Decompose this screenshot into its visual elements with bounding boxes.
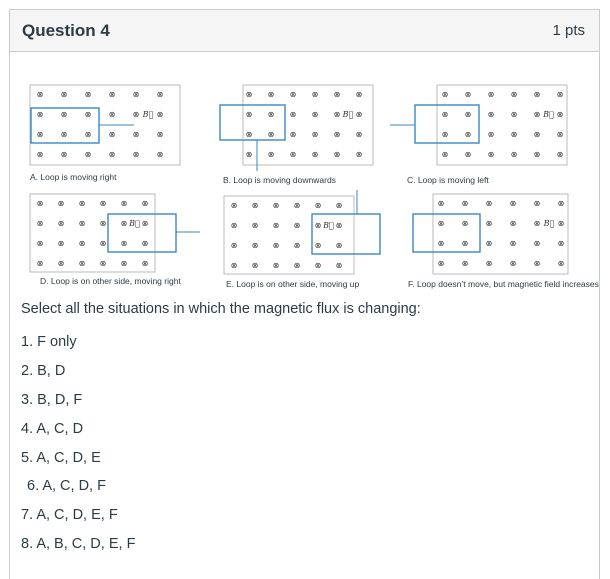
field-into-page-icon: ⊗ bbox=[289, 110, 297, 119]
loop bbox=[413, 214, 480, 252]
answer-option-5[interactable]: 5. A, C, D, E bbox=[21, 450, 101, 466]
field-into-page-icon: ⊗ bbox=[355, 130, 363, 139]
field-into-page-icon: ⊗ bbox=[487, 90, 495, 99]
question-points: 1 pts bbox=[552, 22, 585, 39]
field-into-page-icon: ⊗ bbox=[557, 219, 565, 228]
field-into-page-icon: ⊗ bbox=[132, 130, 140, 139]
panel-a bbox=[30, 85, 190, 182]
question-header bbox=[10, 10, 599, 52]
field-into-page-icon: ⊗ bbox=[156, 110, 164, 119]
field-into-page-icon: ⊗ bbox=[510, 150, 518, 159]
field-into-page-icon: ⊗ bbox=[57, 219, 65, 228]
field-into-page-icon: ⊗ bbox=[230, 201, 238, 210]
field-into-page-icon: ⊗ bbox=[485, 199, 493, 208]
field-into-page-icon: ⊗ bbox=[57, 259, 65, 268]
field-into-page-icon: ⊗ bbox=[533, 90, 541, 99]
field-into-page-icon: ⊗ bbox=[36, 130, 44, 139]
field-into-page-icon: ⊗ bbox=[533, 130, 541, 139]
field-into-page-icon: ⊗ bbox=[510, 90, 518, 99]
caption-f: F. Loop doesn’t move, but magnetic field increases bbox=[408, 279, 599, 289]
magnetic-field-label: B⃗ bbox=[342, 110, 354, 119]
field-into-page-icon: ⊗ bbox=[141, 239, 149, 248]
field-into-page-icon: ⊗ bbox=[293, 261, 301, 270]
field-into-page-icon: ⊗ bbox=[267, 110, 275, 119]
field-into-page-icon: ⊗ bbox=[230, 221, 238, 230]
field-into-page-icon: ⊗ bbox=[314, 261, 322, 270]
field-into-page-icon: ⊗ bbox=[120, 259, 128, 268]
field-into-page-icon: ⊗ bbox=[335, 241, 343, 250]
field-into-page-icon: ⊗ bbox=[156, 130, 164, 139]
caption-c: C. Loop is moving left bbox=[407, 175, 489, 185]
field-into-page-icon: ⊗ bbox=[437, 199, 445, 208]
field-into-page-icon: ⊗ bbox=[464, 130, 472, 139]
field-into-page-icon: ⊗ bbox=[230, 261, 238, 270]
field-into-page-icon: ⊗ bbox=[99, 239, 107, 248]
field-into-page-icon: ⊗ bbox=[485, 239, 493, 248]
panel-b bbox=[223, 85, 383, 185]
field-into-page-icon: ⊗ bbox=[60, 130, 68, 139]
caption-d: D. Loop is on other side, moving right bbox=[40, 276, 181, 286]
field-into-page-icon: ⊗ bbox=[141, 259, 149, 268]
field-into-page-icon: ⊗ bbox=[335, 261, 343, 270]
field-into-page-icon: ⊗ bbox=[245, 130, 253, 139]
field-into-page-icon: ⊗ bbox=[533, 199, 541, 208]
field-into-page-icon: ⊗ bbox=[557, 199, 565, 208]
field-into-page-icon: ⊗ bbox=[251, 241, 259, 250]
field-into-page-icon: ⊗ bbox=[333, 150, 341, 159]
field-into-page-icon: ⊗ bbox=[57, 239, 65, 248]
field-into-page-icon: ⊗ bbox=[230, 241, 238, 250]
loop bbox=[312, 214, 380, 254]
panel-a-diagram bbox=[30, 85, 190, 165]
field-into-page-icon: ⊗ bbox=[60, 150, 68, 159]
field-into-page-icon: ⊗ bbox=[84, 110, 92, 119]
field-into-page-icon: ⊗ bbox=[485, 219, 493, 228]
field-into-page-icon: ⊗ bbox=[355, 150, 363, 159]
panel-e bbox=[224, 194, 394, 289]
field-into-page-icon: ⊗ bbox=[461, 199, 469, 208]
field-into-page-icon: ⊗ bbox=[509, 219, 517, 228]
answer-option-3[interactable]: 3. B, D, F bbox=[21, 392, 83, 408]
field-into-page-icon: ⊗ bbox=[36, 199, 44, 208]
field-into-page-icon: ⊗ bbox=[245, 110, 253, 119]
question-card bbox=[9, 9, 600, 579]
field-into-page-icon: ⊗ bbox=[289, 90, 297, 99]
magnetic-field-label: B⃗ bbox=[323, 221, 334, 230]
field-into-page-icon: ⊗ bbox=[272, 221, 280, 230]
field-into-page-icon: ⊗ bbox=[461, 259, 469, 268]
field-into-page-icon: ⊗ bbox=[251, 201, 259, 210]
field-into-page-icon: ⊗ bbox=[314, 201, 322, 210]
field-into-page-icon: ⊗ bbox=[441, 150, 449, 159]
field-into-page-icon: ⊗ bbox=[333, 130, 341, 139]
field-into-page-icon: ⊗ bbox=[267, 130, 275, 139]
field-into-page-icon: ⊗ bbox=[293, 201, 301, 210]
magnetic-field-label: B⃗ bbox=[142, 110, 154, 119]
field-into-page-icon: ⊗ bbox=[293, 241, 301, 250]
magnetic-field-label: B⃗ bbox=[543, 110, 554, 119]
diagram-figure bbox=[10, 51, 599, 296]
field-into-page-icon: ⊗ bbox=[156, 150, 164, 159]
panel-c-diagram bbox=[402, 85, 572, 165]
field-into-page-icon: ⊗ bbox=[84, 90, 92, 99]
field-into-page-icon: ⊗ bbox=[267, 90, 275, 99]
field-into-page-icon: ⊗ bbox=[267, 150, 275, 159]
field-into-page-icon: ⊗ bbox=[120, 239, 128, 248]
field-into-page-icon: ⊗ bbox=[311, 130, 319, 139]
answer-option-1[interactable]: 1. F only bbox=[21, 334, 77, 350]
field-into-page-icon: ⊗ bbox=[84, 130, 92, 139]
caption-b: B. Loop is moving downwards bbox=[223, 175, 336, 185]
field-into-page-icon: ⊗ bbox=[510, 130, 518, 139]
field-into-page-icon: ⊗ bbox=[437, 219, 445, 228]
magnetic-field-label: B⃗ bbox=[543, 219, 555, 228]
field-into-page-icon: ⊗ bbox=[533, 110, 541, 119]
field-into-page-icon: ⊗ bbox=[487, 110, 495, 119]
magnetic-field-label: B⃗ bbox=[129, 219, 140, 228]
field-into-page-icon: ⊗ bbox=[556, 110, 564, 119]
field-into-page-icon: ⊗ bbox=[533, 219, 541, 228]
field-into-page-icon: ⊗ bbox=[78, 259, 86, 268]
field-into-page-icon: ⊗ bbox=[289, 150, 297, 159]
field-into-page-icon: ⊗ bbox=[60, 110, 68, 119]
field-into-page-icon: ⊗ bbox=[464, 150, 472, 159]
field-into-page-icon: ⊗ bbox=[556, 130, 564, 139]
field-into-page-icon: ⊗ bbox=[335, 201, 343, 210]
field-into-page-icon: ⊗ bbox=[314, 221, 322, 230]
answer-option-2[interactable]: 2. B, D bbox=[21, 363, 66, 379]
field-into-page-icon: ⊗ bbox=[441, 130, 449, 139]
field-into-page-icon: ⊗ bbox=[464, 110, 472, 119]
field-into-page-icon: ⊗ bbox=[311, 90, 319, 99]
field-into-page-icon: ⊗ bbox=[311, 150, 319, 159]
field-into-page-icon: ⊗ bbox=[509, 239, 517, 248]
field-into-page-icon: ⊗ bbox=[461, 219, 469, 228]
field-into-page-icon: ⊗ bbox=[36, 90, 44, 99]
panel-d-diagram bbox=[30, 194, 210, 274]
field-into-page-icon: ⊗ bbox=[441, 90, 449, 99]
field-into-page-icon: ⊗ bbox=[441, 110, 449, 119]
field-into-page-icon: ⊗ bbox=[245, 150, 253, 159]
caption-a: A. Loop is moving right bbox=[30, 172, 117, 182]
field-into-page-icon: ⊗ bbox=[557, 239, 565, 248]
field-into-page-icon: ⊗ bbox=[99, 259, 107, 268]
field-into-page-icon: ⊗ bbox=[141, 219, 149, 228]
field-into-page-icon: ⊗ bbox=[36, 219, 44, 228]
field-into-page-icon: ⊗ bbox=[78, 239, 86, 248]
field-into-page-icon: ⊗ bbox=[314, 241, 322, 250]
field-into-page-icon: ⊗ bbox=[556, 90, 564, 99]
panel-b-diagram bbox=[223, 85, 383, 165]
field-into-page-icon: ⊗ bbox=[533, 150, 541, 159]
field-into-page-icon: ⊗ bbox=[99, 219, 107, 228]
panel-f-diagram bbox=[403, 194, 578, 274]
field-into-page-icon: ⊗ bbox=[245, 90, 253, 99]
field-into-page-icon: ⊗ bbox=[36, 259, 44, 268]
field-into-page-icon: ⊗ bbox=[132, 90, 140, 99]
field-into-page-icon: ⊗ bbox=[557, 259, 565, 268]
field-into-page-icon: ⊗ bbox=[78, 199, 86, 208]
field-into-page-icon: ⊗ bbox=[36, 110, 44, 119]
field-into-page-icon: ⊗ bbox=[333, 90, 341, 99]
field-into-page-icon: ⊗ bbox=[251, 261, 259, 270]
panel-f bbox=[403, 194, 599, 289]
question-title: Question 4 bbox=[22, 20, 110, 40]
field-into-page-icon: ⊗ bbox=[487, 130, 495, 139]
field-into-page-icon: ⊗ bbox=[108, 110, 116, 119]
field-into-page-icon: ⊗ bbox=[78, 219, 86, 228]
field-into-page-icon: ⊗ bbox=[355, 110, 363, 119]
field-into-page-icon: ⊗ bbox=[108, 150, 116, 159]
caption-e: E. Loop is on other side, moving up bbox=[226, 279, 360, 289]
field-into-page-icon: ⊗ bbox=[464, 90, 472, 99]
field-into-page-icon: ⊗ bbox=[509, 259, 517, 268]
answer-option-7[interactable]: 7. A, C, D, E, F bbox=[21, 507, 118, 523]
field-into-page-icon: ⊗ bbox=[437, 259, 445, 268]
panel-e-diagram bbox=[224, 194, 394, 274]
field-into-page-icon: ⊗ bbox=[57, 199, 65, 208]
field-into-page-icon: ⊗ bbox=[132, 150, 140, 159]
field-into-page-icon: ⊗ bbox=[132, 110, 140, 119]
field-into-page-icon: ⊗ bbox=[99, 199, 107, 208]
field-into-page-icon: ⊗ bbox=[108, 90, 116, 99]
field-into-page-icon: ⊗ bbox=[485, 259, 493, 268]
field-into-page-icon: ⊗ bbox=[120, 199, 128, 208]
field-into-page-icon: ⊗ bbox=[533, 259, 541, 268]
answer-option-4[interactable]: 4. A, C, D bbox=[21, 421, 84, 437]
field-into-page-icon: ⊗ bbox=[333, 110, 341, 119]
field-into-page-icon: ⊗ bbox=[335, 221, 343, 230]
field-into-page-icon: ⊗ bbox=[461, 239, 469, 248]
field-into-page-icon: ⊗ bbox=[272, 241, 280, 250]
field-into-page-icon: ⊗ bbox=[533, 239, 541, 248]
answer-option-6[interactable]: 6. A, C, D, F bbox=[27, 478, 106, 494]
field-into-page-icon: ⊗ bbox=[556, 150, 564, 159]
field-into-page-icon: ⊗ bbox=[509, 199, 517, 208]
field-into-page-icon: ⊗ bbox=[289, 130, 297, 139]
field-into-page-icon: ⊗ bbox=[510, 110, 518, 119]
field-into-page-icon: ⊗ bbox=[60, 90, 68, 99]
field-into-page-icon: ⊗ bbox=[36, 239, 44, 248]
field-into-page-icon: ⊗ bbox=[108, 130, 116, 139]
field-into-page-icon: ⊗ bbox=[141, 199, 149, 208]
field-into-page-icon: ⊗ bbox=[84, 150, 92, 159]
answer-option-8[interactable]: 8. A, B, C, D, E, F bbox=[21, 536, 136, 552]
field-into-page-icon: ⊗ bbox=[120, 219, 128, 228]
field-into-page-icon: ⊗ bbox=[437, 239, 445, 248]
question-prompt: Select all the situations in which the magnetic flux is changing: bbox=[21, 301, 421, 317]
field-into-page-icon: ⊗ bbox=[36, 150, 44, 159]
field-into-page-icon: ⊗ bbox=[272, 261, 280, 270]
field-into-page-icon: ⊗ bbox=[251, 221, 259, 230]
field-into-page-icon: ⊗ bbox=[355, 90, 363, 99]
panel-d bbox=[30, 194, 210, 286]
panel-c bbox=[402, 85, 572, 185]
field-into-page-icon: ⊗ bbox=[487, 150, 495, 159]
field-into-page-icon: ⊗ bbox=[272, 201, 280, 210]
field-into-page-icon: ⊗ bbox=[311, 110, 319, 119]
field-into-page-icon: ⊗ bbox=[293, 221, 301, 230]
field-into-page-icon: ⊗ bbox=[156, 90, 164, 99]
loop bbox=[220, 105, 285, 140]
